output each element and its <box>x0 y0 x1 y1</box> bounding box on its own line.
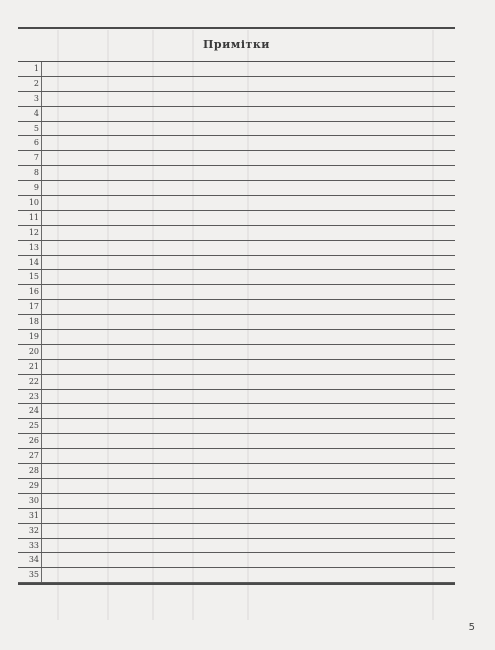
note-line[interactable] <box>42 136 455 150</box>
note-line[interactable] <box>42 241 455 255</box>
note-row <box>18 196 455 211</box>
note-line[interactable] <box>42 568 455 582</box>
note-line[interactable] <box>42 211 455 225</box>
note-row <box>18 419 455 434</box>
note-line[interactable] <box>42 553 455 567</box>
note-line[interactable] <box>42 419 455 433</box>
bottom-rule <box>18 583 455 585</box>
page-title: Примітки <box>203 38 270 51</box>
note-line[interactable] <box>42 464 455 478</box>
note-line[interactable] <box>42 122 455 136</box>
note-line[interactable] <box>42 92 455 106</box>
row-number: 28 <box>18 464 42 478</box>
row-number: 10 <box>18 196 42 210</box>
note-row <box>18 107 455 122</box>
row-number: 21 <box>18 360 42 374</box>
note-row <box>18 136 455 151</box>
note-row <box>18 479 455 494</box>
row-number: 34 <box>18 553 42 567</box>
row-number: 14 <box>18 256 42 270</box>
note-row <box>18 285 455 300</box>
note-line[interactable] <box>42 345 455 359</box>
note-line[interactable] <box>42 494 455 508</box>
note-row <box>18 568 455 583</box>
row-number: 16 <box>18 285 42 299</box>
row-number: 32 <box>18 524 42 538</box>
note-row <box>18 166 455 181</box>
note-row <box>18 509 455 524</box>
note-line[interactable] <box>42 77 455 91</box>
note-row <box>18 226 455 241</box>
note-line[interactable] <box>42 181 455 195</box>
note-line[interactable] <box>42 166 455 180</box>
note-row <box>18 77 455 92</box>
note-line[interactable] <box>42 434 455 448</box>
row-number: 24 <box>18 404 42 418</box>
row-number: 25 <box>18 419 42 433</box>
row-number: 7 <box>18 151 42 165</box>
note-row <box>18 404 455 419</box>
note-row <box>18 300 455 315</box>
row-number: 9 <box>18 181 42 195</box>
note-row <box>18 270 455 285</box>
row-number: 5 <box>18 122 42 136</box>
top-rule <box>18 27 455 29</box>
note-row <box>18 539 455 554</box>
row-number: 26 <box>18 434 42 448</box>
row-number: 29 <box>18 479 42 493</box>
row-number: 31 <box>18 509 42 523</box>
note-row <box>18 256 455 271</box>
row-number: 35 <box>18 568 42 582</box>
note-row <box>18 375 455 390</box>
row-number: 4 <box>18 107 42 121</box>
note-row <box>18 494 455 509</box>
note-row <box>18 181 455 196</box>
row-number: 18 <box>18 315 42 329</box>
note-line[interactable] <box>42 285 455 299</box>
note-row <box>18 62 455 77</box>
note-row <box>18 434 455 449</box>
note-row <box>18 345 455 360</box>
note-line[interactable] <box>42 479 455 493</box>
note-line[interactable] <box>42 151 455 165</box>
note-row <box>18 122 455 137</box>
page-number: 5 <box>468 622 475 633</box>
note-line[interactable] <box>42 256 455 270</box>
row-number: 12 <box>18 226 42 240</box>
note-row <box>18 390 455 405</box>
row-number: 2 <box>18 77 42 91</box>
note-row <box>18 315 455 330</box>
note-line[interactable] <box>42 315 455 329</box>
row-number: 19 <box>18 330 42 344</box>
note-line[interactable] <box>42 524 455 538</box>
note-row <box>18 330 455 345</box>
note-line[interactable] <box>42 375 455 389</box>
row-number: 23 <box>18 390 42 404</box>
row-number: 20 <box>18 345 42 359</box>
note-line[interactable] <box>42 62 455 76</box>
row-number: 22 <box>18 375 42 389</box>
row-number: 17 <box>18 300 42 314</box>
note-line[interactable] <box>42 300 455 314</box>
note-line[interactable] <box>42 360 455 374</box>
note-line[interactable] <box>42 226 455 240</box>
note-line[interactable] <box>42 509 455 523</box>
note-line[interactable] <box>42 107 455 121</box>
row-number: 3 <box>18 92 42 106</box>
row-number: 30 <box>18 494 42 508</box>
note-row <box>18 360 455 375</box>
row-number: 6 <box>18 136 42 150</box>
row-number: 33 <box>18 539 42 553</box>
note-row <box>18 449 455 464</box>
note-row <box>18 211 455 226</box>
note-line[interactable] <box>42 330 455 344</box>
note-row <box>18 151 455 166</box>
note-line[interactable] <box>42 404 455 418</box>
note-line[interactable] <box>42 449 455 463</box>
note-row <box>18 464 455 479</box>
row-number: 1 <box>18 62 42 76</box>
note-line[interactable] <box>42 196 455 210</box>
note-row <box>18 92 455 107</box>
note-line[interactable] <box>42 270 455 284</box>
note-row <box>18 241 455 256</box>
row-number: 13 <box>18 241 42 255</box>
note-row <box>18 553 455 568</box>
row-number: 15 <box>18 270 42 284</box>
note-row <box>18 524 455 539</box>
notes-table <box>18 62 455 583</box>
note-line[interactable] <box>42 390 455 404</box>
note-line[interactable] <box>42 539 455 553</box>
row-number: 27 <box>18 449 42 463</box>
row-number: 11 <box>18 211 42 225</box>
row-number: 8 <box>18 166 42 180</box>
